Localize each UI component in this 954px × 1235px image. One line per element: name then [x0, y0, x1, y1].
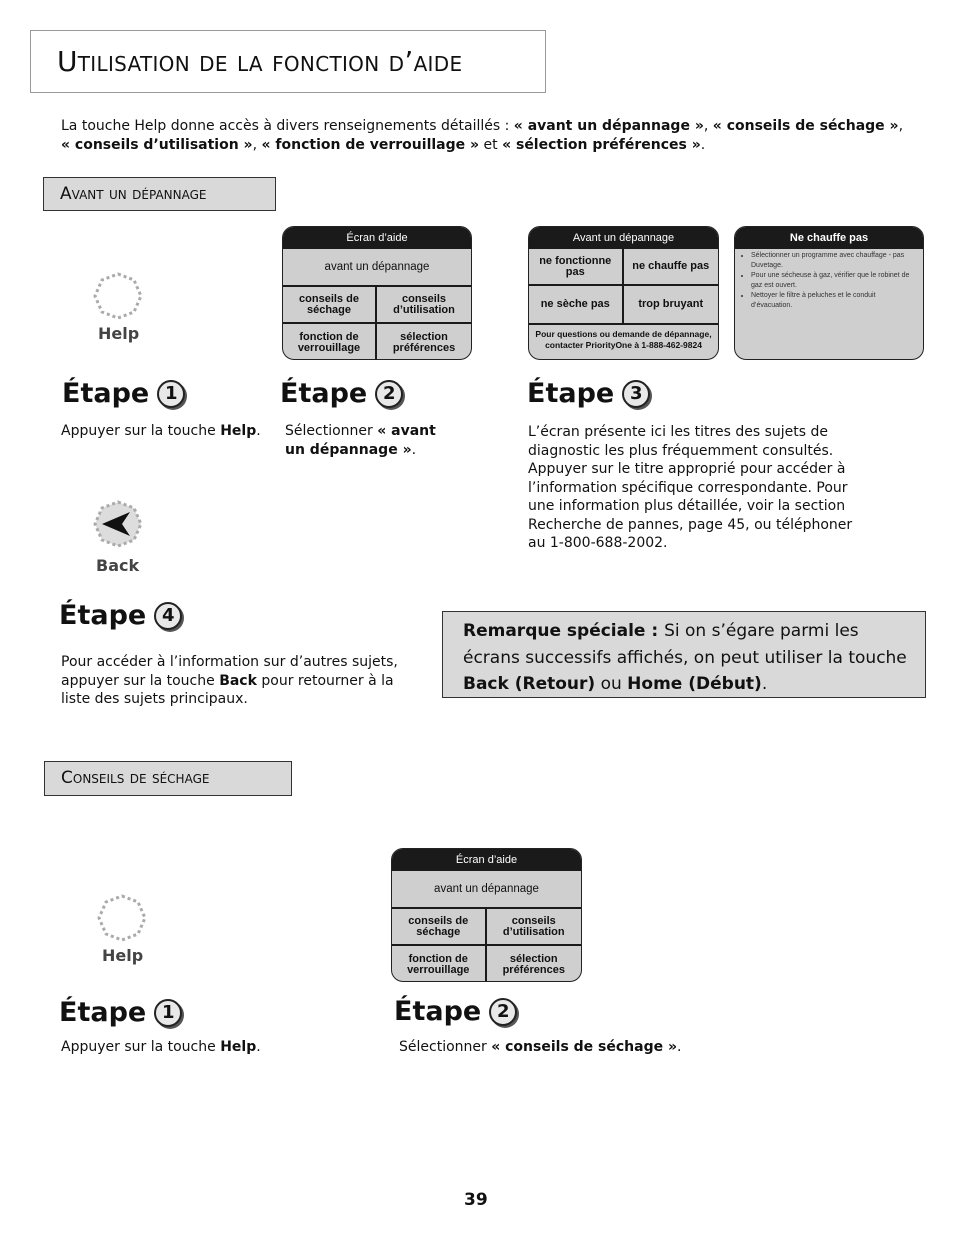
- menu-selection-preferences[interactable]: sélection préférences: [502, 952, 565, 976]
- page-title-box: [30, 30, 546, 93]
- menu-avant-depannage[interactable]: avant un dépannage: [283, 249, 471, 287]
- avant-depannage-screen: [528, 226, 719, 360]
- step-2-text: Sélectionner « avant un dépannage ».: [285, 423, 436, 458]
- tip-item: • Nettoyer le filtre à peluches et le conduit d’évacuation.: [751, 291, 917, 311]
- section-header-avant-depannage: Avant un dépannage: [43, 177, 276, 211]
- back-button-icon: [88, 498, 148, 578]
- s2-step-1-text: Appuyer sur la touche Help.: [61, 1039, 261, 1055]
- help-screen-display: [282, 226, 472, 360]
- step-1-heading: Étape 1: [62, 378, 185, 409]
- page-number: 39: [464, 1190, 488, 1210]
- menu-ne-chauffe-pas[interactable]: ne chauffe pas: [624, 249, 719, 286]
- menu-conseils-utilisation[interactable]: conseils d’utilisation: [377, 287, 471, 324]
- s2-step-1-heading: Étape 1: [59, 997, 182, 1028]
- menu-fonction-verrouillage[interactable]: fonction de verrouillage: [283, 324, 377, 360]
- menu-selection-preferences[interactable]: sélection préférences: [392, 330, 456, 354]
- menu-conseils-utilisation[interactable]: conseils d’utilisation: [487, 909, 582, 946]
- intro-paragraph: La touche Help donne accès à divers renseignements détaillés : « avant un dépannage », « conseils de séchage », « conseils d’utilisation », « fonction de verrouillage » et « sélection préférences ».: [61, 118, 904, 153]
- step-2-heading: Étape 2: [280, 378, 403, 409]
- tip-item: • Pour une sécheuse à gaz, vérifier que le robinet de gaz est ouvert.: [751, 271, 917, 291]
- section-header-conseils-sechage: Conseils de séchage: [44, 761, 292, 796]
- back-label: Back: [96, 556, 140, 575]
- step-4-heading: Étape 4: [59, 600, 182, 631]
- tip-item: • Sélectionner un programme avec chauffage - pas Duvetage.: [751, 251, 917, 271]
- menu-ne-seche-pas[interactable]: ne sèche pas: [529, 286, 624, 323]
- screen-header: Ne chauffe pas: [735, 227, 923, 249]
- special-note-text: Remarque spéciale : Si on s’égare parmi les écrans successifs affichés, on peut utiliser la touche Back (Retour) ou Home (Début).: [463, 621, 907, 694]
- s2-step-2-text: Sélectionner « conseils de séchage ».: [399, 1039, 682, 1055]
- special-note-box: [442, 611, 926, 698]
- menu-conseils-sechage[interactable]: conseils de séchage: [283, 287, 377, 324]
- help-label: Help: [102, 946, 144, 965]
- page-title: Utilisation de la fonction d’aide: [57, 45, 463, 78]
- step-3-text: L’écran présente ici les titres des sujets de diagnostic les plus fréquemment consultés. Appuyer sur le titre approprié pour accéder à l’information spécifique correspondante. Pour une information plus détaillée, voir la section Recherche de pannes, page 45, ou téléphoner au 1-800-688-2002.: [528, 424, 853, 551]
- help-button-icon: [92, 890, 152, 970]
- menu-fonction-verrouillage[interactable]: fonction de verrouillage: [392, 946, 487, 982]
- screen-header: Écran d’aide: [283, 227, 471, 249]
- menu-ne-fonctionne-pas[interactable]: ne fonctionne pas: [529, 249, 624, 286]
- contact-info: Pour questions ou demande de dépannage, contacter PriorityOne à 1-888-462-9824: [535, 329, 712, 350]
- help-button-icon: [88, 268, 148, 348]
- menu-trop-bruyant[interactable]: trop bruyant: [638, 298, 704, 310]
- help-label: Help: [98, 324, 140, 343]
- menu-conseils-sechage[interactable]: conseils de séchage: [392, 909, 487, 946]
- screen-header: Avant un dépannage: [529, 227, 718, 249]
- screen-header: Écran d’aide: [392, 849, 581, 871]
- step-4-text: Pour accéder à l’information sur d’autres sujets, appuyer sur la touche Back pour retourner à la liste des sujets principaux.: [61, 654, 398, 707]
- menu-avant-depannage[interactable]: avant un dépannage: [392, 871, 581, 909]
- step-1-text: Appuyer sur la touche Help.: [61, 423, 261, 439]
- ne-chauffe-pas-screen: [734, 226, 924, 360]
- step-3-heading: Étape 3: [527, 378, 650, 409]
- s2-step-2-heading: Étape 2: [394, 996, 517, 1027]
- help-screen-display: [391, 848, 582, 982]
